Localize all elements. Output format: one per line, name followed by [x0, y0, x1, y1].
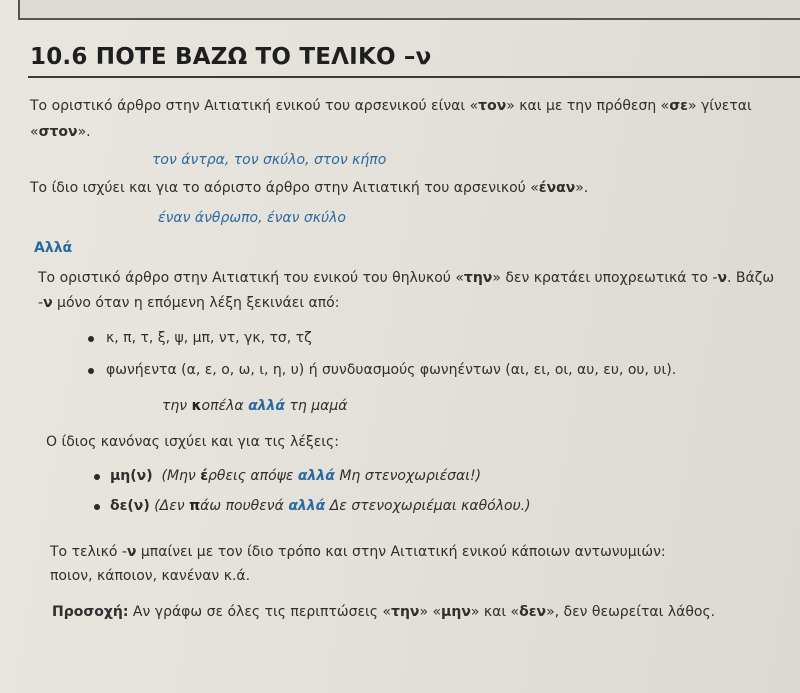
- text: ».: [575, 180, 589, 196]
- bullet-dot: [88, 336, 94, 342]
- text: » δεν κρατάει υποχρεωτικά το -: [492, 270, 718, 286]
- title-underline: [28, 76, 800, 78]
- bullet-dot: [94, 474, 100, 480]
- list-item: φωνήεντα (α, ε, ο, ω, ι, η, υ) ή συνδυασμούς φωνηέντων (αι, ει, οι, αυ, ευ, ου, υι).: [106, 362, 677, 378]
- text: «: [30, 124, 39, 140]
- text: (Μην: [161, 468, 201, 484]
- example-1: τον άντρα, τον σκύλο, στον κήπο: [152, 152, 387, 168]
- text: Το ίδιο ισχύει και για το αόριστο άρθρο στην Αιτιατική του αρσενικού «: [30, 180, 539, 196]
- text: Αν γράφω σε όλες τις περιπτώσεις «: [128, 604, 392, 620]
- page-frame: [18, 0, 800, 20]
- bold-word: σε: [669, 98, 688, 114]
- text: -: [38, 295, 44, 311]
- bold-word: δε(ν): [110, 498, 150, 514]
- text: » «: [419, 604, 442, 620]
- text: ρθεις απόψε: [208, 468, 298, 484]
- list-item: κ, π, τ, ξ, ψ, μπ, ντ, γκ, τσ, τζ: [106, 330, 312, 346]
- text: τη μαμά: [285, 398, 348, 414]
- text: (Δεν: [154, 498, 190, 514]
- text: » και «: [470, 604, 520, 620]
- text: . Βάζω: [727, 270, 775, 286]
- text: οπέλα: [201, 398, 249, 414]
- text: » γίνεται: [687, 98, 752, 114]
- bold-letter: κ: [191, 398, 202, 414]
- alla-heading: Αλλά: [34, 240, 73, 256]
- bold-word: αλλά: [288, 498, 326, 514]
- bold-letter: π: [189, 498, 201, 514]
- bullet-dot: [94, 504, 100, 510]
- text: μπαίνει με τον ίδιο τρόπο και στην Αιτιατική ενικού κάποιων αντωνυμιών:: [136, 544, 666, 560]
- bold-word: ν: [43, 295, 53, 311]
- example-2: έναν άνθρωπο, έναν σκύλο: [158, 210, 346, 226]
- list-item: [110, 494, 531, 518]
- bold-word: μη(ν): [110, 468, 153, 484]
- text: Το οριστικό άρθρο στην Αιτιατική του ενικού του θηλυκού «: [38, 270, 464, 286]
- paragraph-1: [30, 94, 752, 118]
- bold-word: μην: [441, 604, 471, 620]
- text: ».: [77, 124, 91, 140]
- attention-note: [52, 600, 715, 624]
- bold-word: έναν: [538, 180, 576, 196]
- text: την: [162, 398, 192, 414]
- paragraph-4: Ο ίδιος κανόνας ισχύει και για τις λέξεις:: [46, 434, 339, 450]
- text: », δεν θεωρείται λάθος.: [546, 604, 716, 620]
- note-label: Προσοχή:: [52, 604, 129, 620]
- text: » και με την πρόθεση «: [506, 98, 670, 114]
- text: Το τελικό -: [50, 544, 127, 560]
- bold-word: ν: [717, 270, 728, 286]
- bold-word: ν: [126, 544, 137, 560]
- text: Το οριστικό άρθρο στην Αιτιατική ενικού του αρσενικού είναι «: [30, 98, 479, 114]
- bullet-dot: [88, 368, 94, 374]
- text: Δε στενοχωριέμαι καθόλου.): [325, 498, 531, 514]
- list-item: [110, 464, 481, 488]
- paragraph-3-cont: [38, 291, 339, 315]
- text: μόνο όταν η επόμενη λέξη ξεκινάει από:: [52, 295, 340, 311]
- bold-word: αλλά: [248, 398, 286, 414]
- paragraph-5: [50, 540, 666, 564]
- paragraph-5-cont: ποιον, κάποιον, κανέναν κ.ά.: [50, 568, 251, 584]
- paragraph-2: [30, 176, 588, 200]
- paragraph-3: [38, 266, 774, 290]
- text: Μη στενοχωριέσαι!): [334, 468, 482, 484]
- paragraph-1-cont: [30, 120, 91, 144]
- bold-word: την: [391, 604, 420, 620]
- bold-word: δεν: [519, 604, 547, 620]
- bold-word: την: [463, 270, 493, 286]
- bold-letter: έ: [200, 468, 208, 484]
- example-3: [162, 398, 348, 414]
- text: άω πουθενά: [200, 498, 289, 514]
- section-title: 10.6 ΠΟΤΕ ΒΑΖΩ ΤΟ ΤΕΛΙΚΟ –ν: [30, 44, 432, 70]
- bold-word: στον: [38, 124, 78, 140]
- bold-word: τον: [478, 98, 507, 114]
- bold-word: αλλά: [297, 468, 335, 484]
